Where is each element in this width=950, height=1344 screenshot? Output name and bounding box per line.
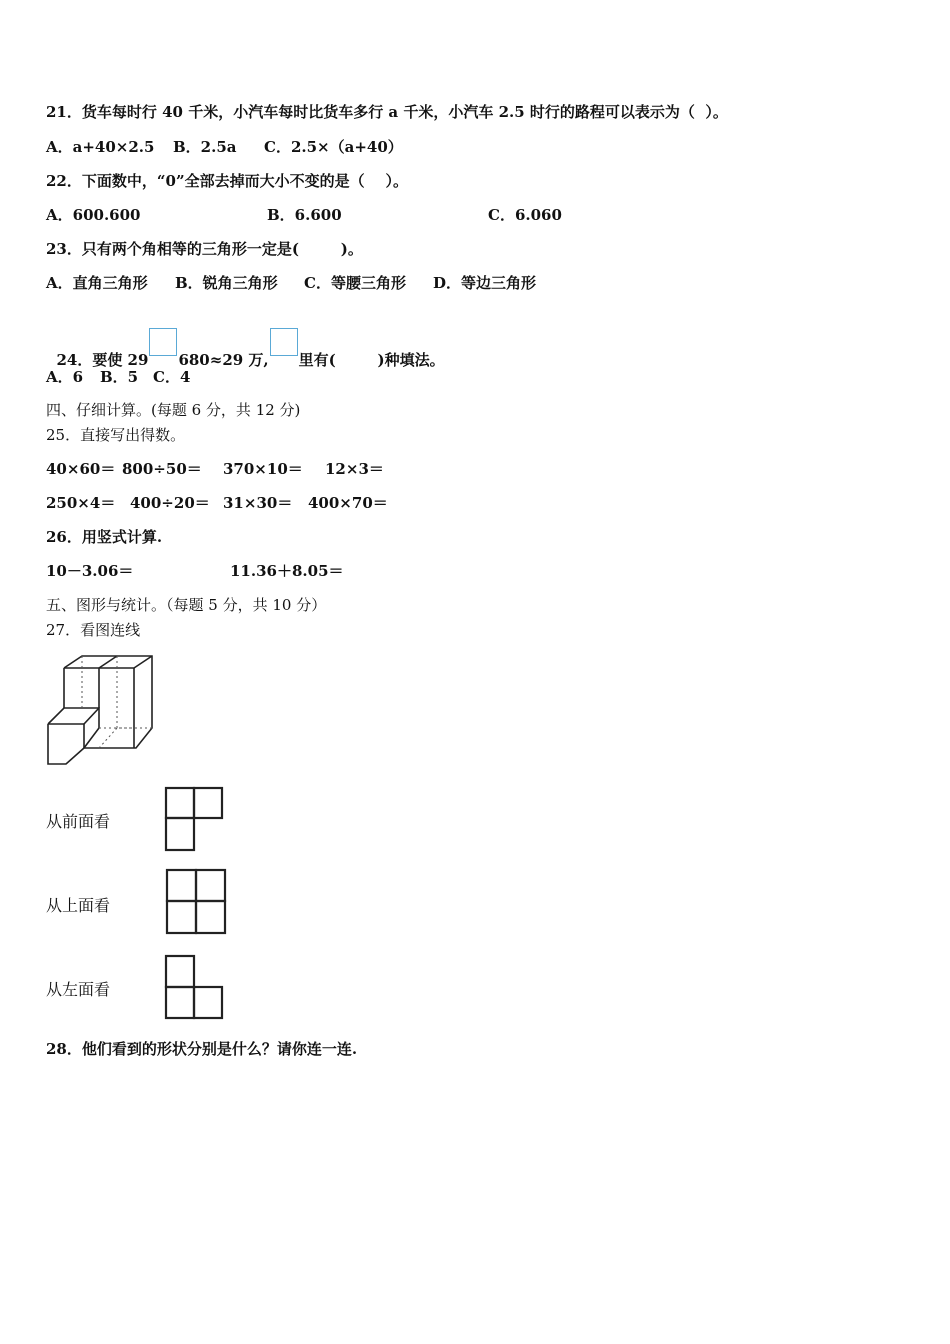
q23-option-d: D．等边三角形 [433,274,537,292]
q24-option-b: B．5 [100,368,139,386]
q23-option-b: B．锐角三角形 [175,274,278,292]
q21-option-a: A．a+40×2.5 [46,138,155,156]
q23-stem: 23．只有两个角相等的三角形一定是( )。 [46,240,363,258]
q23-option-a: A．直角三角形 [46,274,148,292]
q22-stem: 22．下面数中，“0”全部去掉而大小不变的是（ ）。 [46,172,408,190]
section-4-title: 四、仔细计算。(每题 6 分，共 12 分) [46,401,301,419]
q26-stem: 26．用竖式计算. [46,528,163,546]
q24-stem-part3: 里有( )种填法。 [298,351,445,369]
cube-stack-figure [44,652,159,770]
q27-stem: 27．看图连线 [46,621,141,639]
view-shape-l-shape [164,954,224,1020]
view-shape-front-row [164,786,224,852]
q21-stem: 21．货车每时行 40 千米，小汽车每时比货车多行 a 千米，小汽车 2.5 时行的路程可以表示为（ ）。 [46,103,728,121]
q25-item: 250×4＝ [46,494,116,512]
q21-option-b: B．2.5a [173,138,237,156]
q25-item: 12×3＝ [325,460,384,478]
q25-item: 40×60＝ [46,460,116,478]
q24-blank-box-1[interactable] [149,328,177,356]
q26-item: 10－3.06＝ [46,562,134,580]
q25-item: 370×10＝ [223,460,303,478]
q21-option-c: C．2.5×（a+40） [264,138,403,156]
q24-blank-box-2[interactable] [270,328,298,356]
q24-stem-part2: 680≈29 万, [178,351,269,369]
q22-option-b: B．6.600 [267,206,342,224]
view-label-top: 从上面看 [46,896,111,915]
q24-option-c: C．4 [153,368,191,386]
q25-item: 400×70＝ [308,494,388,512]
section-5-title: 五、图形与统计。（每题 5 分，共 10 分） [46,596,327,614]
q23-option-c: C．等腰三角形 [304,274,406,292]
q24-stem [46,320,445,370]
q28-stem: 28．他们看到的形状分别是什么？请你连一连. [46,1040,358,1058]
view-label-front: 从前面看 [46,812,111,831]
view-label-left: 从左面看 [46,980,111,999]
q25-item: 31×30＝ [223,494,293,512]
q25-item: 400÷20＝ [130,494,210,512]
q22-option-a: A．600.600 [46,206,141,224]
q22-option-c: C．6.060 [488,206,562,224]
q24-option-a: A．6 [46,368,84,386]
view-shape-square-grid [165,868,227,936]
q25-stem: 25．直接写出得数。 [46,426,186,444]
q24-stem-part1: 24．要使 29 [56,351,149,369]
q26-item: 11.36＋8.05＝ [230,562,344,580]
q25-item: 800÷50＝ [122,460,202,478]
